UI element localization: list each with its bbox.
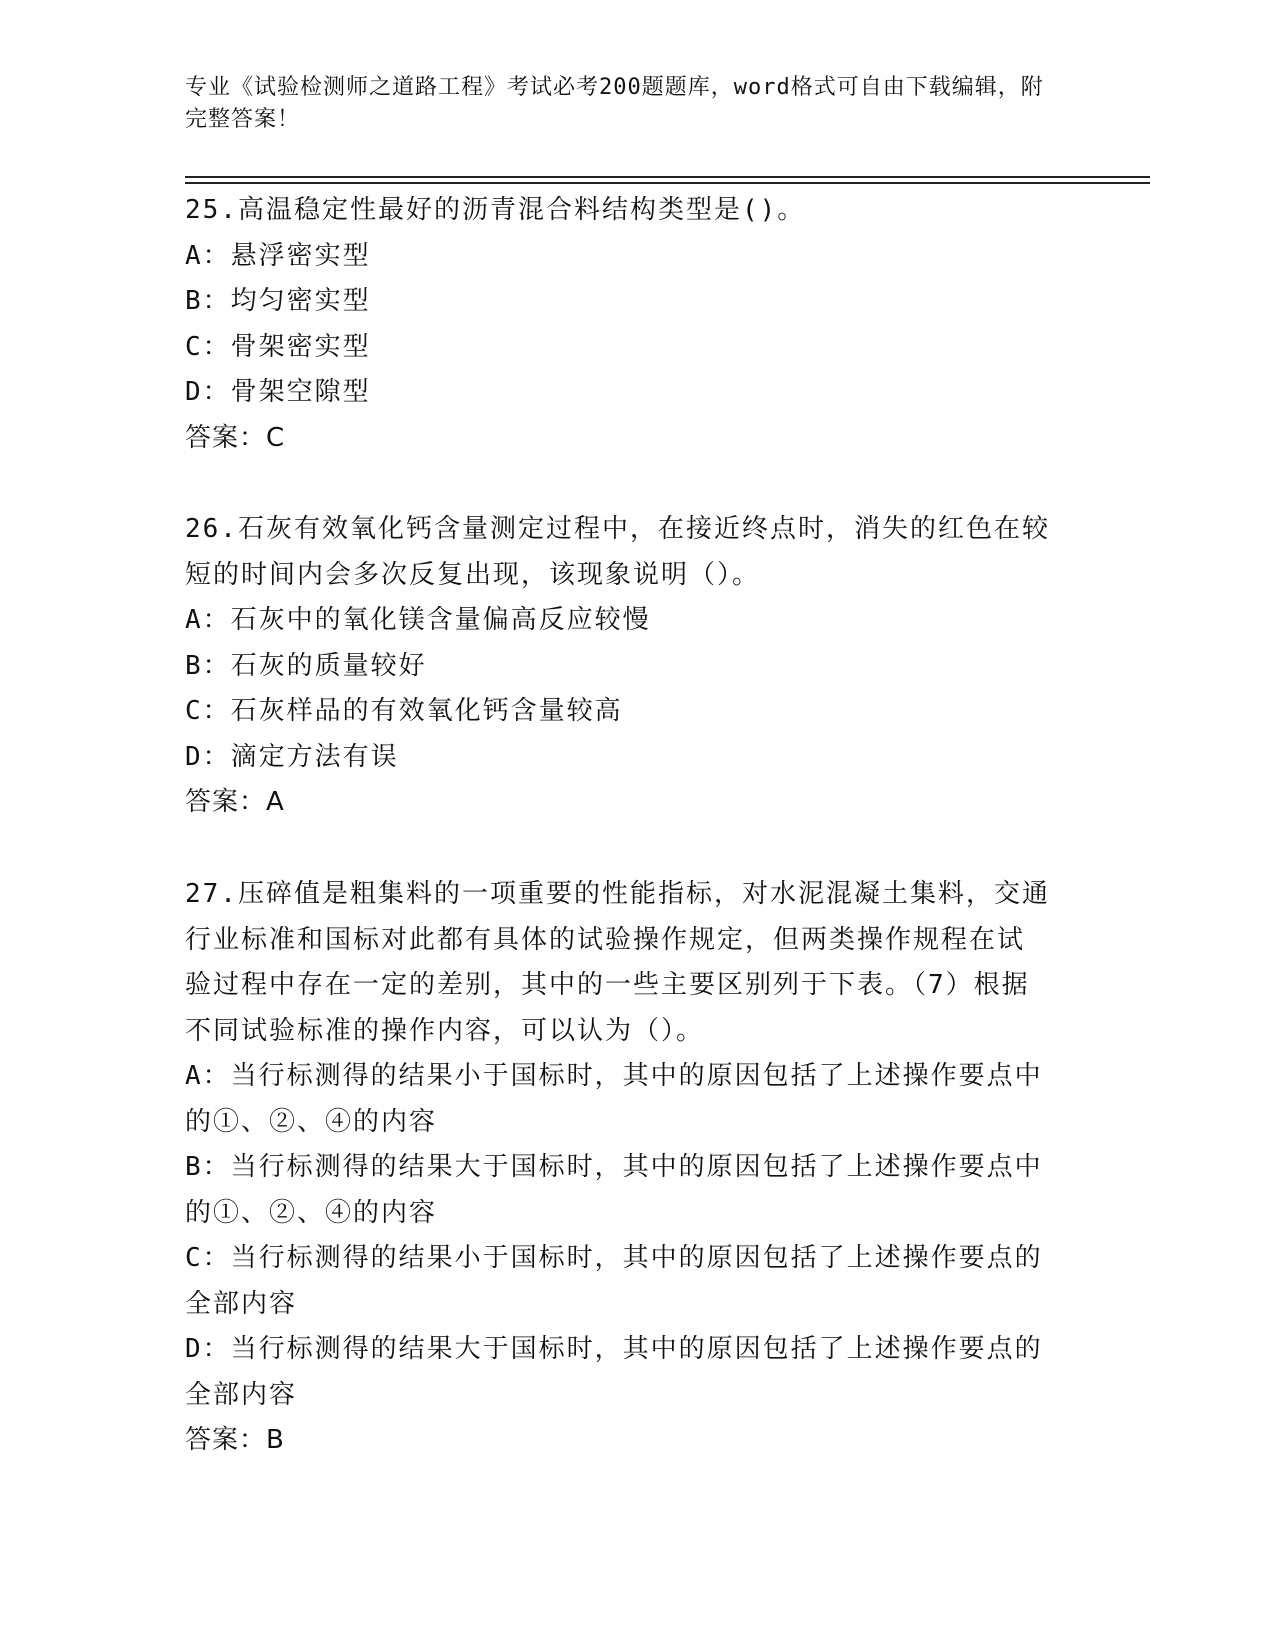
option-c: C：石灰样品的有效氧化钙含量较高 <box>185 696 623 726</box>
question-stem: 短的时间内会多次反复出现，该现象说明（）。 <box>185 559 761 590</box>
question-stem: 不同试验标准的操作内容，可以认为（）。 <box>185 1015 705 1046</box>
header-divider-bottom <box>185 182 1150 184</box>
option-b: 的①、②、④的内容 <box>185 1197 438 1228</box>
option-c: 全部内容 <box>185 1288 298 1319</box>
option-a: A：石灰中的氧化镁含量偏高反应较慢 <box>185 605 651 635</box>
question-stem: 26.石灰有效氧化钙含量测定过程中，在接近终点时，消失的红色在较 <box>185 514 1050 544</box>
question-stem: 27.压碎值是粗集料的一项重要的性能指标，对水泥混凝土集料，交通 <box>185 879 1050 909</box>
question-stem: 验过程中存在一定的差别，其中的一些主要区别列于下表。（7）根据 <box>185 970 1030 1000</box>
option-d: 全部内容 <box>185 1379 298 1410</box>
answer-label: 答案：A <box>185 787 285 817</box>
option-c: C：骨架密实型 <box>185 331 371 362</box>
option-b: B：当行标测得的结果大于国标时，其中的原因包括了上述操作要点中 <box>185 1152 1043 1182</box>
option-b: B：石灰的质量较好 <box>185 650 427 681</box>
option-c: C：当行标测得的结果小于国标时，其中的原因包括了上述操作要点的 <box>185 1243 1043 1273</box>
option-b: B：均匀密实型 <box>185 286 371 316</box>
header-divider-top <box>185 176 1150 178</box>
question-25 <box>185 188 1075 461</box>
option-d: D：骨架空隙型 <box>185 377 371 407</box>
answer-label: 答案：C <box>185 422 286 453</box>
question-stem: 行业标准和国标对此都有具体的试验操作规定，但两类操作规程在试 <box>185 924 1026 955</box>
option-a: 的①、②、④的内容 <box>185 1106 438 1137</box>
question-stem: 25.高温稳定性最好的沥青混合料结构类型是()。 <box>185 195 806 225</box>
option-d: D：当行标测得的结果大于国标时，其中的原因包括了上述操作要点的 <box>185 1334 1043 1364</box>
question-27 <box>185 872 1075 1464</box>
option-d: D：滴定方法有误 <box>185 741 399 772</box>
document-header: 专业《试验检测师之道路工程》考试必考200题题库，word格式可自由下载编辑，附完整答案！ <box>185 75 1044 132</box>
option-a: A：当行标测得的结果小于国标时，其中的原因包括了上述操作要点中 <box>185 1061 1043 1091</box>
question-26 <box>185 507 1075 826</box>
answer-label: 答案：B <box>185 1425 285 1455</box>
option-a: A：悬浮密实型 <box>185 240 371 271</box>
